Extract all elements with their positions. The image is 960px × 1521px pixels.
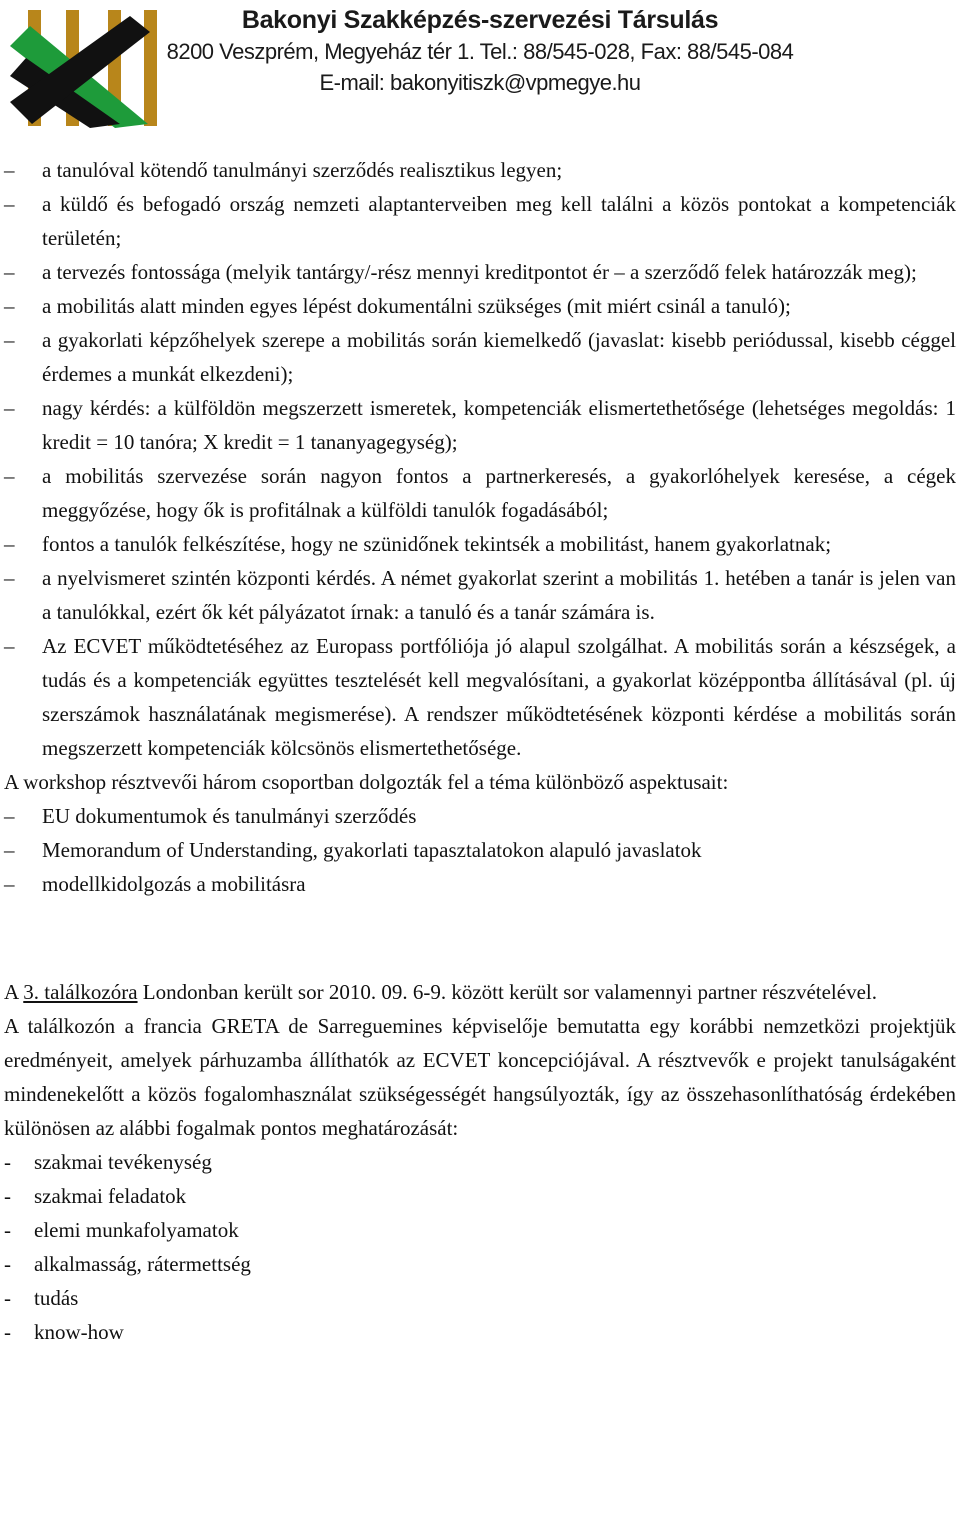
hyphen-bullet: - (4, 1218, 11, 1242)
organization-address: 8200 Veszprém, Megyeház tér 1. Tel.: 88/545-028, Fax: 88/545-084 (166, 39, 794, 64)
term-text: szakmai tevékenység (34, 1150, 212, 1174)
hyphen-bullet: - (4, 1252, 11, 1276)
dash-bullet: – (4, 294, 15, 318)
list-item-text: a gyakorlati képzőhelyek szerepe a mobilitás során kiemelkedő (javaslat: kisebb periódussal, kisebb céggel érdemes a munkát elkezdeni); (42, 328, 956, 386)
list-item-text: a mobilitás szervezése során nagyon fontos a partnerkeresés, a gyakorlóhelyek keresése, a cégek meggyőzése, hogy ők is profitálnak a külföldi tanulók fogadásából; (42, 464, 956, 522)
hyphen-bullet: - (4, 1184, 11, 1208)
list-item-text: nagy kérdés: a külföldön megszerzett ismeretek, kompetenciák elismertethetősége (lehetséges megoldás: 1 kredit = 10 tanóra; X kredit = 1 tananyagegység); (42, 396, 956, 454)
list-item (4, 459, 956, 527)
terms-list (4, 1145, 956, 1349)
dash-bullet: – (4, 396, 15, 420)
hyphen-bullet: - (4, 1150, 11, 1174)
list-item (4, 187, 956, 255)
list-item (4, 323, 956, 391)
organization-email[interactable]: E-mail: bakonyitiszk@vpmegye.hu (319, 70, 641, 95)
list-item (4, 1281, 956, 1315)
meeting-link[interactable]: 3. találkozóra (23, 980, 138, 1004)
term-text: tudás (34, 1286, 79, 1310)
document-body (4, 153, 956, 1349)
hyphen-bullet: - (4, 1286, 11, 1310)
meeting-paragraph: A találkozón a francia GRETA de Sarreguemines képviselője bemutatta egy korábbi nemzetközi projektjük eredményeit, amelyek párhuzamba állíthatók az ECVET koncepciójával. A résztvevők e projekt tanulságaként mindenekelőtt a közös fogalomhasználat szükségességét hangsúlyozták, így az összehasonlíthatóság érdekében különösen az alábbi fogalmak pontos meghatározását: (4, 1014, 956, 1140)
list-item (4, 289, 956, 323)
list-item (4, 527, 956, 561)
list-item-text: EU dokumentumok és tanulmányi szerződés (42, 804, 417, 828)
bakonyi-tiszk-logo-icon (10, 6, 165, 128)
list-item-text: a mobilitás alatt minden egyes lépést dokumentálni szükséges (mit miért csinál a tanuló); (42, 294, 791, 318)
organization-name: Bakonyi Szakképzés-szervezési Társulás (241, 6, 719, 34)
list-item (4, 153, 956, 187)
list-item (4, 833, 956, 867)
list-item (4, 561, 956, 629)
dash-bullet: – (4, 566, 15, 590)
list-item (4, 799, 956, 833)
list-item-text: Memorandum of Understanding, gyakorlati tapasztalatokon alapuló javaslatok (42, 838, 702, 862)
dash-bullet: – (4, 872, 15, 896)
list-item (4, 391, 956, 459)
list-item (4, 1213, 956, 1247)
meeting-details: Londonban került sor 2010. 09. 6-9. között került sor valamennyi partner részvételével. (142, 980, 877, 1004)
term-text: elemi munkafolyamatok (34, 1218, 239, 1242)
list-item (4, 629, 956, 765)
list-item-text: fontos a tanulók felkészítése, hogy ne szünidőnek tekintsék a mobilitást, hanem gyakorlatnak; (42, 532, 832, 556)
meeting-intro (4, 975, 956, 1009)
section-spacer (4, 901, 956, 975)
list-item (4, 1179, 956, 1213)
list-item (4, 1315, 956, 1349)
letterhead (0, 0, 960, 130)
list-item-text: a nyelvismeret szintén központi kérdés. A német gyakorlat szerint a mobilitás 1. hetében a tanár is jelen van a tanulókkal, ezért ők két pályázatot írnak: a tanuló és a tanár számára is. (42, 566, 956, 624)
dash-bullet: – (4, 634, 15, 658)
list-item (4, 1145, 956, 1179)
dash-bullet: – (4, 838, 15, 862)
hyphen-bullet: - (4, 1320, 11, 1344)
dash-bullet: – (4, 192, 15, 216)
dash-bullet: – (4, 532, 15, 556)
dash-bullet: – (4, 804, 15, 828)
dash-bullet: – (4, 464, 15, 488)
meeting-prefix: A (4, 980, 19, 1004)
dash-bullet: – (4, 260, 15, 284)
list-item (4, 1247, 956, 1281)
dash-bullet: – (4, 158, 15, 182)
list-item-text: a tervezés fontossága (melyik tantárgy/-rész mennyi kreditpontot ér – a szerződő felek határozzák meg); (42, 260, 917, 284)
dash-bullet-list (4, 153, 956, 765)
workshop-group-list (4, 799, 956, 901)
workshop-intro: A workshop résztvevői három csoportban dolgozták fel a téma különböző aspektusait: (4, 770, 729, 794)
list-item-text: modellkidolgozás a mobilitásra (42, 872, 306, 896)
dash-bullet: – (4, 328, 15, 352)
list-item-text: Az ECVET működtetéséhez az Europass portfóliója jó alapul szolgálhat. A mobilitás során a készségek, a tudás és a kompetenciák együttes tesztelését kell megvalósítani, a gyakorlat középpontba állításával (pl. új szerszámok használatának megismerése). A rendszer működtetésének központi kérdése a mobilitás során megszerzett kompetenciák kölcsönös elismertethetősége. (42, 634, 956, 760)
list-item (4, 255, 956, 289)
term-text: alkalmasság, rátermettség (34, 1252, 251, 1276)
term-text: know-how (34, 1320, 124, 1344)
list-item-text: a küldő és befogadó ország nemzeti alaptanterveiben meg kell találni a közös pontokat a kompetenciák területén; (42, 192, 956, 250)
list-item (4, 867, 956, 901)
term-text: szakmai feladatok (34, 1184, 187, 1208)
list-item-text: a tanulóval kötendő tanulmányi szerződés realisztikus legyen; (42, 158, 563, 182)
